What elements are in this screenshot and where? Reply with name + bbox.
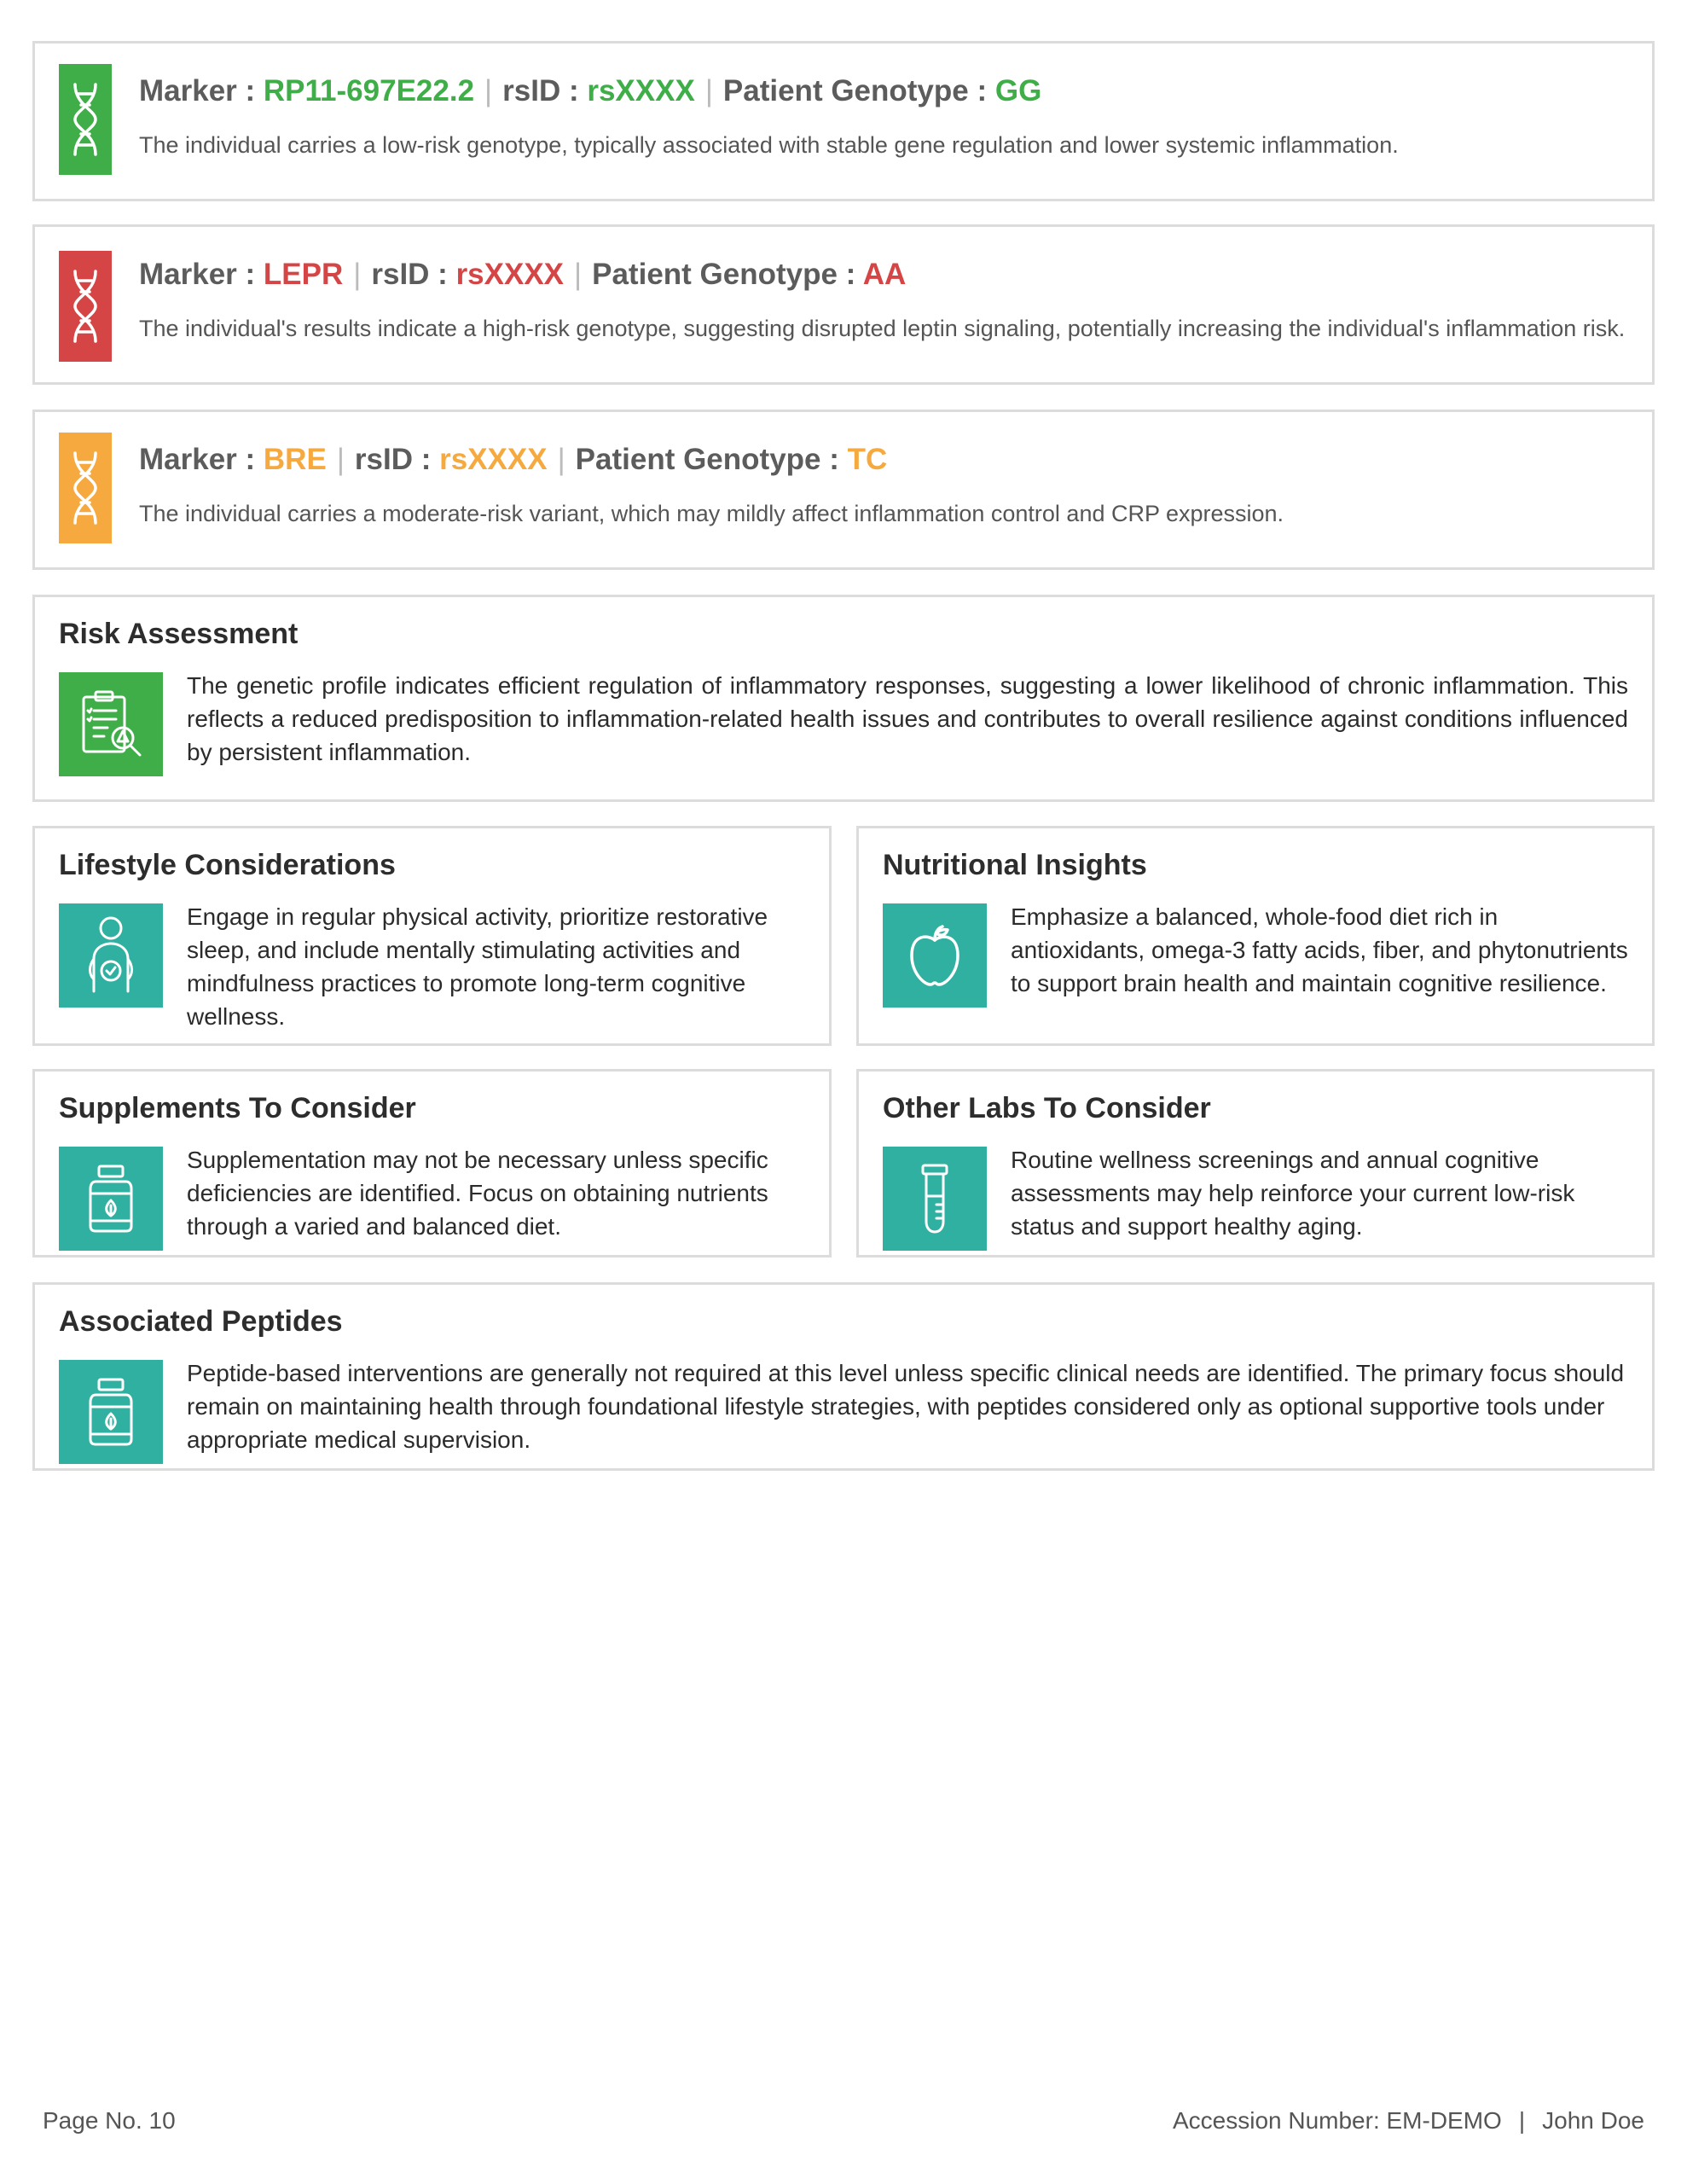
marker-value: LEPR — [263, 258, 344, 291]
genotype-label: Patient Genotype : — [592, 258, 856, 291]
genotype-value: AA — [862, 258, 907, 291]
supplement-bottle-icon — [59, 1360, 163, 1464]
genotype-label: Patient Genotype : — [722, 74, 988, 107]
footer-right — [1173, 2107, 1644, 2135]
marker-description: The individual carries a moderate-risk variant, which may mildly affect inflammation control and CRP expression. — [139, 501, 1284, 526]
section-text: Engage in regular physical activity, prioritize restorative sleep, and include mentally stimulating activities and mindfulness practices to promote long-term cognitive wellness. — [187, 903, 768, 1030]
section-text: Peptide-based interventions are generally not required at this level unless specific clinical needs are identified. The primary focus should remain on maintaining health through foundational lifestyle strategies, with peptides considered only as optional supportive tools under appropriate medical supervision. — [187, 1360, 1625, 1453]
rsid-label: rsID : — [371, 258, 448, 291]
marker-description: The individual's results indicate a high-risk genotype, suggesting disrupted leptin signaling, potentially increasing the individual's inflammation risk. — [139, 316, 1626, 341]
supplements-card — [32, 1069, 832, 1258]
patient-name: John Doe — [1542, 2107, 1644, 2134]
separator: | — [704, 74, 713, 107]
rsid-label: rsID : — [354, 443, 432, 476]
section-title: Supplements To Consider — [59, 1092, 416, 1124]
marker-label: Marker : — [139, 258, 256, 291]
test-tube-icon — [883, 1147, 987, 1251]
genotype-label: Patient Genotype : — [575, 443, 839, 476]
rsid-value: rsXXXX — [587, 74, 695, 107]
marker-value: BRE — [263, 443, 327, 476]
marker-heading — [139, 74, 1041, 108]
marker-card-2 — [32, 224, 1655, 385]
marker-card-3 — [32, 410, 1655, 570]
peptides-card — [32, 1282, 1655, 1471]
marker-description: The individual carries a low-risk genotype, typically associated with stable gene regulation and lower systemic inflammation. — [139, 132, 1399, 158]
marker-card-1 — [32, 41, 1655, 201]
accession-number: Accession Number: EM-DEMO — [1172, 2107, 1502, 2134]
section-text: Supplementation may not be necessary unless specific deficiencies are identified. Focus on obtaining nutrients through a varied and balanced diet. — [187, 1147, 768, 1240]
dna-icon — [59, 64, 112, 175]
marker-value: RP11-697E22.2 — [263, 74, 475, 107]
separator: | — [484, 74, 493, 107]
section-text: Routine wellness screenings and annual cognitive assessments may help reinforce your current low-risk status and support healthy aging. — [1011, 1147, 1575, 1240]
marker-heading — [139, 443, 887, 477]
genotype-value: TC — [847, 443, 888, 476]
marker-label: Marker : — [139, 443, 256, 476]
risk-assessment-card — [32, 595, 1655, 802]
separator: | — [336, 443, 345, 476]
page-number: Page No. 10 — [43, 2107, 176, 2134]
dna-icon — [59, 433, 112, 543]
rsid-value: rsXXXX — [439, 443, 548, 476]
section-title: Other Labs To Consider — [883, 1092, 1211, 1124]
person-check-icon — [59, 903, 163, 1008]
section-title: Lifestyle Considerations — [59, 849, 396, 881]
separator: | — [353, 258, 362, 291]
apple-icon — [883, 903, 987, 1008]
other-labs-card — [856, 1069, 1655, 1258]
separator: | — [557, 443, 565, 476]
rsid-label: rsID : — [502, 74, 579, 107]
rsid-value: rsXXXX — [455, 258, 565, 291]
separator: | — [574, 258, 583, 291]
section-title: Nutritional Insights — [883, 849, 1147, 881]
nutrition-card — [856, 826, 1655, 1046]
section-text: Emphasize a balanced, whole-food diet rich in antioxidants, omega-3 fatty acids, fiber, and phytonutrients to support brain health and maintain cognitive resilience. — [1011, 903, 1628, 996]
section-title: Associated Peptides — [59, 1305, 343, 1338]
section-text: The genetic profile indicates efficient regulation of inflammatory responses, suggesting a lower likelihood of chronic inflammation. This reflects a reduced predisposition to inflammation-related health issues and contributes to overall resilience against conditions influenced by persistent inflammation. — [187, 672, 1628, 765]
genotype-value: GG — [994, 74, 1042, 107]
marker-heading — [139, 258, 906, 292]
section-title: Risk Assessment — [59, 618, 299, 650]
marker-label: Marker : — [139, 74, 256, 107]
dna-icon — [59, 251, 112, 362]
supplement-bottle-icon — [59, 1147, 163, 1251]
lifestyle-card — [32, 826, 832, 1046]
separator: | — [1518, 2107, 1526, 2134]
clipboard-analysis-icon — [59, 672, 163, 776]
